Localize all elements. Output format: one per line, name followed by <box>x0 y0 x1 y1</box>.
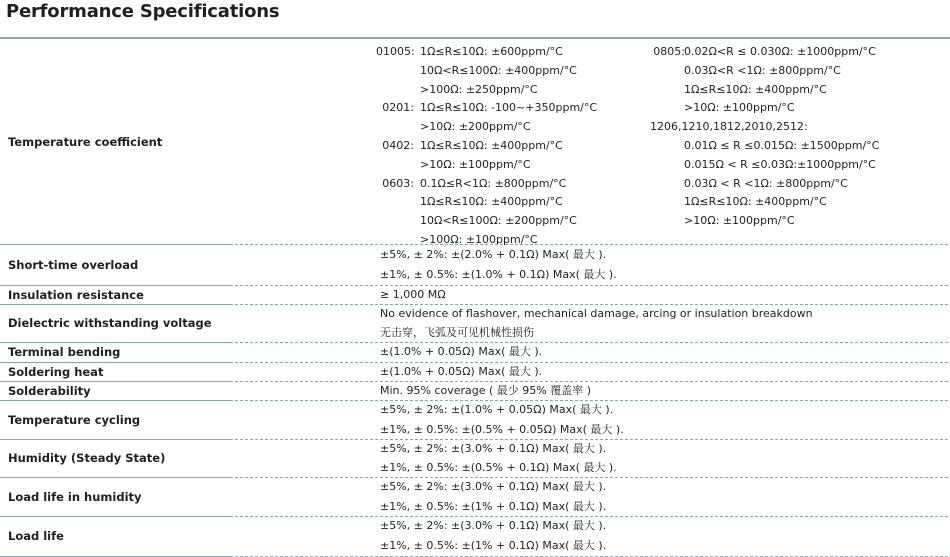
spec-label: Insulation resistance <box>8 287 144 302</box>
spec-value <box>380 342 542 362</box>
tc-value: 1Ω≤R≤10Ω: ±400ppm/°C <box>684 195 827 209</box>
tc-size-code: 0603: <box>382 176 414 190</box>
tc-value: 0.01Ω ≤ R ≤0.015Ω: ±1500ppm/°C <box>684 139 880 152</box>
spec-label: Temperature coefficient <box>8 134 163 149</box>
spec-value-line: 无击穿，飞弧及可见机械性损伤 <box>380 326 534 339</box>
page-title: Performance Specifications <box>6 1 280 22</box>
spec-label: Solderability <box>8 383 91 398</box>
spec-value-line: ±(1.0% + 0.05Ω) Max( 最大 ). <box>380 365 543 378</box>
spec-label: Soldering heat <box>8 364 104 379</box>
tc-value: 0.03Ω<R <1Ω: ±800ppm/°C <box>684 63 841 77</box>
tc-value: 1Ω≤R≤10Ω: ±400ppm/°C <box>420 195 563 209</box>
spec-value-line: ±1%, ± 0.5%: ±(1.0% + 0.1Ω) Max( 最大 ). <box>380 268 617 281</box>
spec-label: Humidity (Steady State) <box>8 451 166 465</box>
tc-value: 0.03Ω < R <1Ω: ±800ppm/°C <box>684 176 848 190</box>
spec-value-line: ±1%, ± 0.5%: ±(1% + 0.1Ω) Max( 最大 ). <box>380 499 607 513</box>
spec-value-line: ±1%, ± 0.5%: ±(0.5% + 0.1Ω) Max( 最大 ). <box>380 461 617 474</box>
tc-size-code: 0201: <box>382 101 414 115</box>
spec-value-line: ≥ 1,000 MΩ <box>380 288 446 301</box>
tc-value: 10Ω<R≤100Ω: ±400ppm/°C <box>420 63 577 77</box>
tc-value: >100Ω: ±250ppm/°C <box>420 82 538 96</box>
spec-value-line: ±(1.0% + 0.05Ω) Max( 最大 ). <box>380 345 543 358</box>
spec-value-line: ±5%, ± 2%: ±(3.0% + 0.1Ω) Max( 最大 ). <box>380 442 607 455</box>
spec-value <box>380 304 813 342</box>
spec-row-short-time-overload <box>0 245 950 285</box>
spec-value <box>380 400 624 439</box>
spec-value <box>380 285 446 304</box>
spec-row-temperature-coefficient <box>0 39 950 244</box>
spec-value-line: No evidence of flashover, mechanical damage, arcing or insulation breakdown <box>380 307 813 320</box>
spec-value <box>380 439 617 477</box>
tc-value: >100Ω: ±100ppm/°C <box>420 233 538 246</box>
tc-value: 10Ω<R≤100Ω: ±200ppm/°C <box>420 214 577 228</box>
spec-label: Terminal bending <box>8 345 121 359</box>
spec-value-line: ±1%, ± 0.5%: ±(1% + 0.1Ω) Max( 最大 ). <box>380 539 607 552</box>
tc-value: 1Ω≤R≤10Ω: -100~+350ppm/°C <box>420 101 598 115</box>
spec-row-humidity-steady-state <box>0 439 950 477</box>
spec-row-terminal-bending <box>0 342 950 362</box>
tc-value: 0.02Ω<R ≤ 0.030Ω: ±1000ppm/°C <box>684 45 876 58</box>
spec-label: Short-time overload <box>8 258 139 272</box>
tc-value: 1Ω≤R≤10Ω: ±600ppm/°C <box>420 45 563 58</box>
spec-value <box>380 381 591 400</box>
spec-row-solderability <box>0 381 950 400</box>
tc-size-code: 1206,1210,1812,2010,2512: <box>650 120 808 134</box>
spec-value-line: ±5%, ± 2%: ±(1.0% + 0.05Ω) Max( 最大 ). <box>380 403 614 416</box>
tc-value: 1Ω≤R≤10Ω: ±400ppm/°C <box>420 139 563 152</box>
watermark <box>230 508 930 528</box>
tc-value: >10Ω: ±100ppm/°C <box>420 157 531 171</box>
spec-row-dielectric-withstanding-voltage <box>0 304 950 342</box>
spec-label: Dielectric withstanding voltage <box>8 316 212 330</box>
tc-value: >10Ω: ±100ppm/°C <box>684 101 795 115</box>
spec-value-line: ±5%, ± 2%: ±(3.0% + 0.1Ω) Max( 最大 ). <box>380 480 607 493</box>
spec-row-temperature-cycling <box>0 400 950 439</box>
spec-row-soldering-heat <box>0 362 950 381</box>
tc-value: >10Ω: ±100ppm/°C <box>684 214 795 228</box>
spec-row-insulation-resistance <box>0 285 950 304</box>
spec-value-line: ±1%, ± 0.5%: ±(0.5% + 0.05Ω) Max( 最大 ). <box>380 422 624 436</box>
spec-value-line: Min. 95% coverage ( 最少 95% 覆盖率 ) <box>380 384 592 397</box>
tc-value: 0.1Ω≤R<1Ω: ±800ppm/°C <box>420 176 567 190</box>
spec-label: Temperature cycling <box>8 412 141 427</box>
spec-value-line: ±5%, ± 2%: ±(3.0% + 0.1Ω) Max( 最大 ). <box>380 519 607 532</box>
spec-label: Load life <box>8 529 64 543</box>
tc-value: >10Ω: ±200ppm/°C <box>420 120 531 134</box>
tc-size-code: 0402: <box>382 139 414 152</box>
spec-value <box>380 245 617 285</box>
tc-size-code: 0805: <box>653 45 685 58</box>
tc-value: 0.015Ω < R ≤0.03Ω:±1000ppm/°C <box>684 157 876 171</box>
spec-value <box>380 362 542 381</box>
spec-value-line: ±5%, ± 2%: ±(2.0% + 0.1Ω) Max( 最大 ). <box>380 248 607 261</box>
tc-value: 1Ω≤R≤10Ω: ±400ppm/°C <box>684 82 827 96</box>
spec-label: Load life in humidity <box>8 489 142 504</box>
tc-size-code: 01005: <box>376 45 415 58</box>
